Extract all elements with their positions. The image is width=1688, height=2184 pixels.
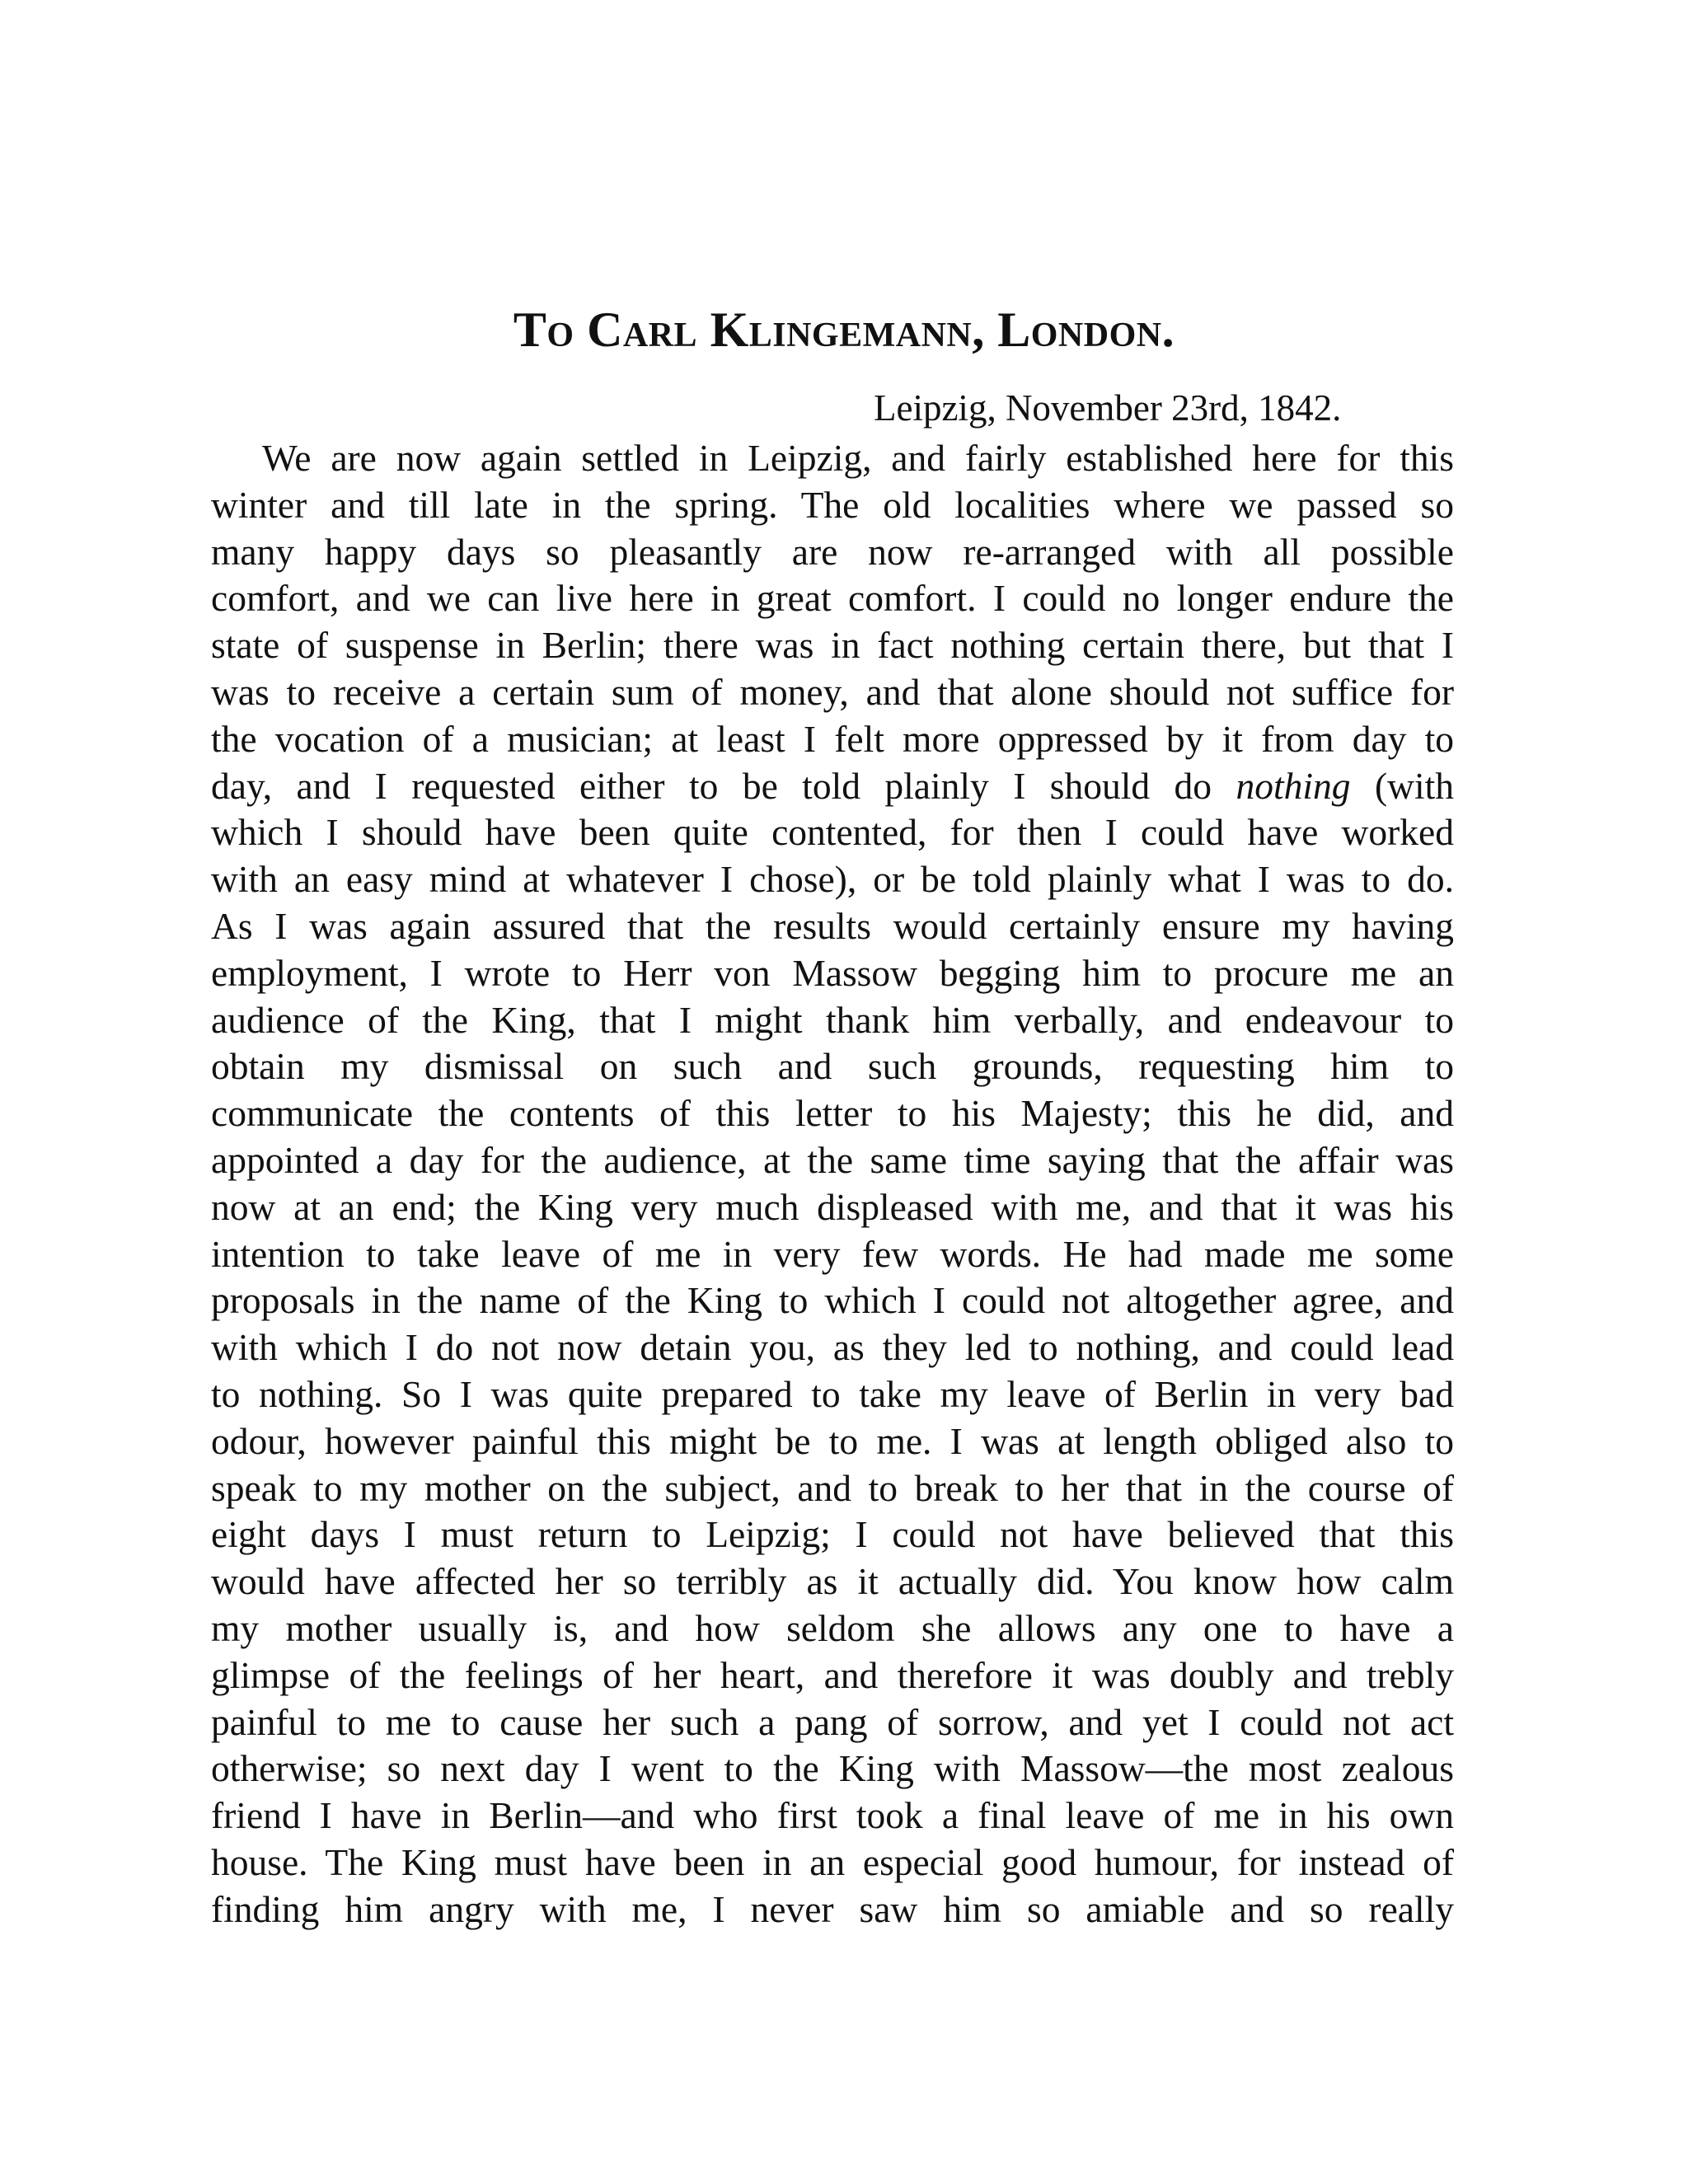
text-line: with which I do not now detain you, as they led to nothing, and could lead	[211, 1326, 1454, 1369]
text-line: house. The King must have been in an especial good humour, for instead of	[211, 1840, 1454, 1883]
emphasis-nothing: nothing	[1236, 764, 1351, 807]
text-line: otherwise; so next day I went to the King with Massow—the most zealous	[211, 1747, 1454, 1790]
text-line: which I should have been quite contented, for then I could have worked	[211, 811, 1454, 854]
text-line: finding him angry with me, I never saw him so amiable and so really	[211, 1887, 1454, 1930]
letter-body	[211, 435, 1454, 1933]
text-line: with an easy mind at whatever I chose), or be told plainly what I was to do.	[211, 858, 1454, 901]
text-line: speak to my mother on the subject, and to break to her that in the course of	[211, 1466, 1454, 1509]
letter-dateline: Leipzig, November 23rd, 1842.	[874, 387, 1342, 429]
text-line: We are now again settled in Leipzig, and fairly established here for this	[262, 437, 1454, 479]
text-line: As I was again assured that the results would certainly ensure my having	[211, 904, 1454, 947]
text-line: painful to me to cause her such a pang of sorrow, and yet I could not act	[211, 1700, 1454, 1743]
text-line: would have affected her so terribly as it actually did. You know how calm	[211, 1560, 1454, 1603]
text-line: my mother usually is, and how seldom she allows any one to have a	[211, 1606, 1454, 1649]
text-line: friend I have in Berlin—and who first took a final leave of me in his own	[211, 1794, 1454, 1837]
text-line: appointed a day for the audience, at the same time saying that the affair was	[211, 1138, 1454, 1181]
text-line: audience of the King, that I might thank him verbally, and endeavour to	[211, 998, 1454, 1041]
letter-heading: To Carl Klingemann, London.	[513, 302, 1175, 357]
text-line: comfort, and we can live here in great comfort. I could no longer endure the	[211, 577, 1454, 620]
text-line: communicate the contents of this letter to his Majesty; this he did, and	[211, 1092, 1454, 1135]
text-line: glimpse of the feelings of her heart, and therefore it was doubly and trebly	[211, 1653, 1454, 1696]
text-line: employment, I wrote to Herr von Massow begging him to procure me an	[211, 951, 1454, 994]
text-line: was to receive a certain sum of money, and that alone should not suffice for	[211, 670, 1454, 713]
text-line: winter and till late in the spring. The old localities where we passed so	[211, 483, 1454, 526]
text-line: intention to take leave of me in very few words. He had made me some	[211, 1232, 1454, 1275]
text-line: proposals in the name of the King to which I could not altogether agree, and	[211, 1279, 1454, 1322]
text-line: odour, however painful this might be to me. I was at length obliged also to	[211, 1419, 1454, 1462]
text-line: state of suspense in Berlin; there was in fact nothing certain there, but that I	[211, 624, 1454, 667]
text-line: now at an end; the King very much displeased with me, and that it was his	[211, 1185, 1454, 1228]
text-line: to nothing. So I was quite prepared to take my leave of Berlin in very bad	[211, 1372, 1454, 1415]
text-line: day, and I requested either to be told plainly I should do nothing (with	[211, 764, 1454, 807]
text-line: eight days I must return to Leipzig; I could not have believed that this	[211, 1513, 1454, 1556]
text-line: many happy days so pleasantly are now re-arranged with all possible	[211, 530, 1454, 573]
text-line: obtain my dismissal on such and such grounds, requesting him to	[211, 1045, 1454, 1088]
text-line: the vocation of a musician; at least I felt more oppressed by it from day to	[211, 717, 1454, 760]
